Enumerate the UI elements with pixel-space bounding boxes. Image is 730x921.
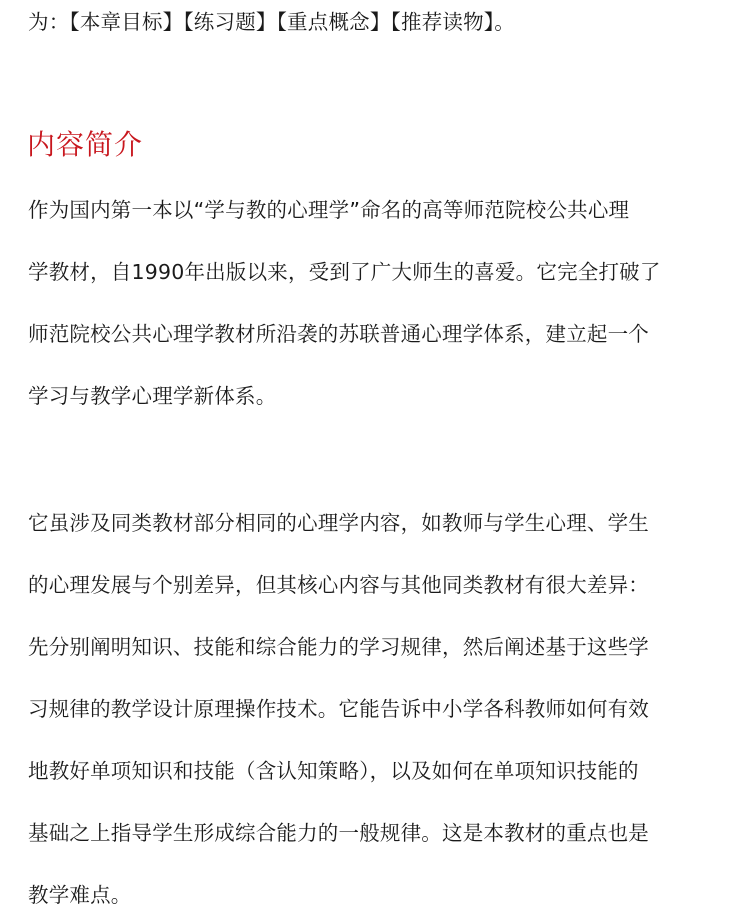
paragraph-line: 的心理发展与个别差异，但其核心内容与其他同类教材有很大差异： [28, 573, 649, 597]
paragraph-line: 教学难点。 [28, 883, 132, 907]
paragraph-line: 习规律的教学设计原理操作技术。它能告诉中小学各科教师如何有效 [28, 697, 649, 721]
paragraph-line: 师范院校公共心理学教材所沿袭的苏联普通心理学体系，建立起一个 [28, 322, 649, 346]
section-heading: 内容简介 [27, 128, 144, 161]
paragraph-line: 作为国内第一本以“学与教的心理学”命名的高等师范院校公共心理 [28, 198, 630, 222]
paragraph-line: 地教好单项知识和技能（含认知策略），以及如何在单项知识技能的 [28, 759, 639, 783]
paragraph-line: 基础之上指导学生形成综合能力的一般规律。这是本教材的重点也是 [28, 821, 649, 845]
paragraph-line: 它虽涉及同类教材部分相同的心理学内容，如教师与学生心理、学生 [28, 511, 649, 535]
paragraph-line: 学教材，自1990年出版以来，受到了广大师生的喜爱。它完全打破了 [28, 260, 661, 284]
paragraph-line: 先分别阐明知识、技能和综合能力的学习规律，然后阐述基于这些学 [28, 635, 649, 659]
paragraph-line: 学习与教学心理学新体系。 [28, 384, 277, 408]
intro-line: 为：【本章目标】【练习题】【重点概念】【推荐读物】。 [28, 10, 515, 34]
